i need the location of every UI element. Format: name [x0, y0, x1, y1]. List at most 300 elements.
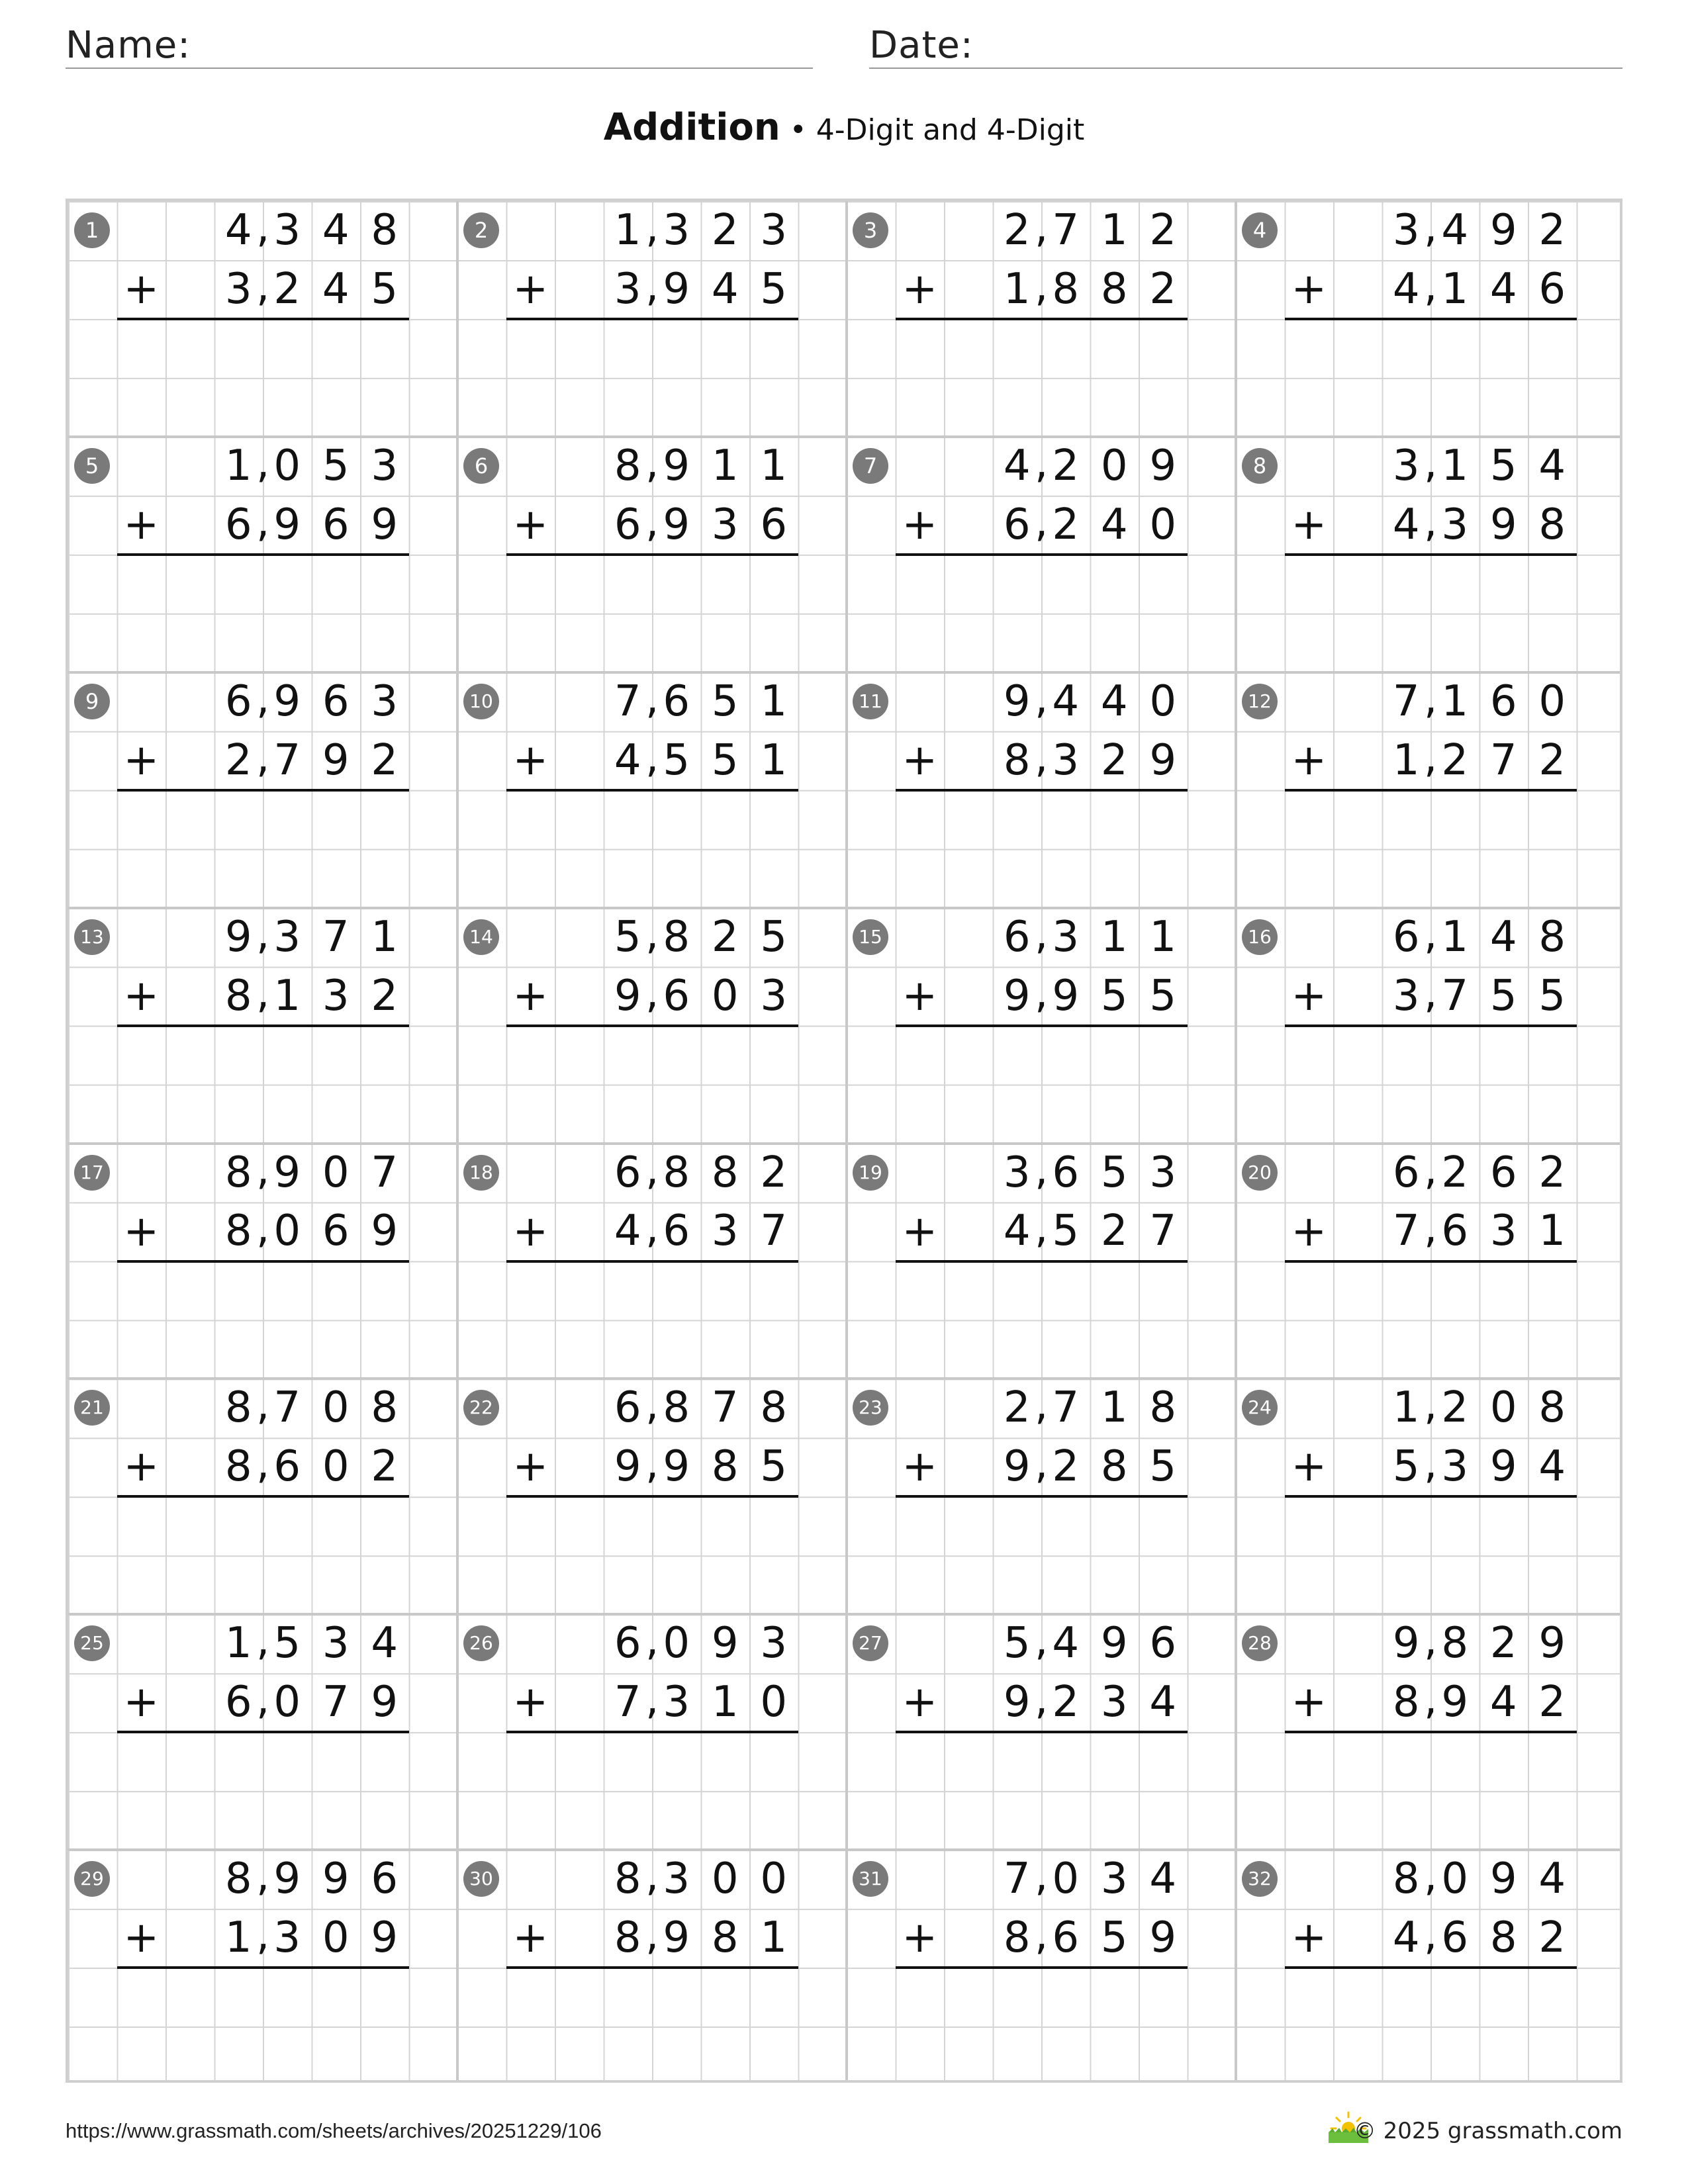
digit: 0	[273, 1678, 301, 1727]
answer-area[interactable]	[1285, 790, 1577, 904]
digit: 6	[1489, 676, 1517, 726]
digit: 2	[1149, 264, 1177, 314]
problem-18	[457, 1144, 847, 1379]
problem-number-badge: 29	[74, 1861, 110, 1897]
digit: 7	[1392, 1206, 1420, 1256]
digit: 9	[663, 1442, 690, 1492]
answer-area[interactable]	[506, 790, 798, 904]
answer-area[interactable]	[117, 1026, 409, 1140]
digit: 9	[1392, 1619, 1420, 1668]
thousands-comma: ,	[645, 1675, 659, 1725]
digit: 9	[322, 735, 350, 785]
digit: 9	[1149, 735, 1177, 785]
digit: 9	[1149, 1913, 1177, 1963]
thousands-comma: ,	[645, 497, 659, 547]
answer-area[interactable]	[896, 790, 1188, 904]
problem-8	[1236, 437, 1625, 672]
plus-sign: +	[512, 500, 549, 549]
problem-number-badge: 4	[1242, 212, 1278, 248]
problem-3	[847, 201, 1236, 437]
answer-area[interactable]	[506, 1732, 798, 1846]
answer-area[interactable]	[117, 1732, 409, 1846]
digit: 6	[273, 1442, 301, 1492]
digit: 2	[224, 735, 252, 785]
problem-2	[457, 201, 847, 437]
problem-28	[1236, 1614, 1625, 1850]
thousands-comma: ,	[256, 203, 270, 252]
digit: 8	[224, 1383, 252, 1433]
answer-area[interactable]	[506, 555, 798, 668]
digit: 8	[711, 1442, 739, 1492]
thousands-comma: ,	[1035, 1911, 1049, 1960]
digit: 1	[224, 441, 252, 490]
thousands-comma: ,	[1035, 733, 1049, 782]
problem-24	[1236, 1379, 1625, 1614]
digit: 3	[711, 500, 739, 549]
digit: 2	[1100, 735, 1128, 785]
problem-number-badge: 32	[1242, 1861, 1278, 1897]
thousands-comma: ,	[256, 497, 270, 547]
problem-4	[1236, 201, 1625, 437]
digit: 3	[224, 264, 252, 314]
digit: 1	[760, 676, 788, 726]
answer-area[interactable]	[117, 1968, 409, 2081]
plus-sign: +	[512, 1913, 549, 1963]
digit: 5	[273, 1619, 301, 1668]
digit: 2	[1052, 1442, 1080, 1492]
problem-25	[68, 1614, 457, 1850]
digit: 3	[1100, 1678, 1128, 1727]
digit: 9	[1003, 1442, 1031, 1492]
problem-20	[1236, 1144, 1625, 1379]
digit: 2	[1100, 1206, 1128, 1256]
problem-29	[68, 1850, 457, 2085]
digit: 8	[663, 912, 690, 962]
answer-area[interactable]	[896, 1261, 1188, 1375]
plus-sign: +	[902, 1913, 938, 1963]
plus-sign: +	[1291, 1442, 1327, 1492]
digit: 4	[1392, 500, 1420, 549]
plus-sign: +	[1291, 500, 1327, 549]
digit: 5	[1538, 971, 1566, 1021]
digit: 3	[1052, 735, 1080, 785]
digit: 9	[1538, 1619, 1566, 1668]
digit: 9	[1489, 206, 1517, 255]
answer-area[interactable]	[117, 790, 409, 904]
digit: 4	[371, 1619, 399, 1668]
problem-number-badge: 11	[853, 684, 888, 719]
digit: 1	[711, 441, 739, 490]
digit: 5	[1489, 971, 1517, 1021]
digit: 9	[663, 441, 690, 490]
problem-number-badge: 28	[1242, 1625, 1278, 1661]
problem-number-badge: 6	[463, 448, 499, 484]
digit: 0	[273, 441, 301, 490]
problem-number-badge: 16	[1242, 919, 1278, 955]
thousands-comma: ,	[1035, 909, 1049, 959]
digit: 8	[371, 206, 399, 255]
digit: 2	[1538, 735, 1566, 785]
digit: 4	[1441, 206, 1469, 255]
problem-23	[847, 1379, 1236, 1614]
digit: 6	[1052, 1913, 1080, 1963]
digit: 0	[322, 1442, 350, 1492]
digit: 2	[1441, 1148, 1469, 1197]
digit: 5	[1003, 1619, 1031, 1668]
problem-number-badge: 24	[1242, 1390, 1278, 1426]
problem-22	[457, 1379, 847, 1614]
digit: 1	[1100, 1383, 1128, 1433]
digit: 8	[711, 1148, 739, 1197]
answer-area[interactable]	[896, 1496, 1188, 1610]
digit: 6	[663, 971, 690, 1021]
digit: 6	[371, 1854, 399, 1904]
problem-number-badge: 23	[853, 1390, 888, 1426]
thousands-comma: ,	[1035, 1381, 1049, 1430]
problem-13	[68, 908, 457, 1144]
digit: 0	[322, 1383, 350, 1433]
thousands-comma: ,	[645, 1145, 659, 1195]
digit: 2	[1489, 1619, 1517, 1668]
digit: 9	[711, 1619, 739, 1668]
digit: 8	[224, 1206, 252, 1256]
plus-sign: +	[512, 1678, 549, 1727]
thousands-comma: ,	[256, 968, 270, 1018]
digit: 1	[1441, 264, 1469, 314]
title-main: Addition	[603, 106, 780, 149]
digit: 1	[1003, 264, 1031, 314]
digit: 5	[760, 1442, 788, 1492]
digit: 2	[1538, 206, 1566, 255]
digit: 8	[614, 441, 641, 490]
digit: 7	[614, 676, 641, 726]
problem-number-badge: 12	[1242, 684, 1278, 719]
digit: 2	[1003, 1383, 1031, 1433]
plus-sign: +	[512, 1442, 549, 1492]
thousands-comma: ,	[645, 1439, 659, 1489]
digit: 8	[224, 971, 252, 1021]
answer-area[interactable]	[1285, 319, 1577, 433]
digit: 8	[371, 1383, 399, 1433]
digit: 0	[711, 971, 739, 1021]
digit: 8	[1441, 1619, 1469, 1668]
problem-11	[847, 672, 1236, 908]
digit: 9	[273, 500, 301, 549]
footer-url: https://www.grassmath.com/sheets/archives/20251229/106	[66, 2119, 602, 2142]
answer-area[interactable]	[896, 1026, 1188, 1140]
answer-area[interactable]	[117, 1496, 409, 1610]
problem-number-badge: 15	[853, 919, 888, 955]
digit: 5	[371, 264, 399, 314]
digit: 7	[1489, 735, 1517, 785]
digit: 1	[1538, 1206, 1566, 1256]
thousands-comma: ,	[1035, 438, 1049, 488]
digit: 5	[1149, 971, 1177, 1021]
thousands-comma: ,	[645, 203, 659, 252]
digit: 8	[1538, 500, 1566, 549]
digit: 0	[711, 1854, 739, 1904]
plus-sign: +	[512, 1206, 549, 1256]
digit: 4	[322, 206, 350, 255]
digit: 7	[711, 1383, 739, 1433]
problem-31	[847, 1850, 1236, 2085]
answer-area[interactable]	[896, 1968, 1188, 2081]
digit: 0	[663, 1619, 690, 1668]
digit: 9	[273, 1854, 301, 1904]
problem-number-badge: 10	[463, 684, 499, 719]
digit: 4	[224, 206, 252, 255]
digit: 4	[1052, 676, 1080, 726]
problem-grid	[66, 199, 1622, 2083]
thousands-comma: ,	[256, 909, 270, 959]
digit: 2	[1441, 1383, 1469, 1433]
digit: 2	[1052, 441, 1080, 490]
digit: 1	[1392, 735, 1420, 785]
digit: 0	[1100, 441, 1128, 490]
digit: 6	[663, 1206, 690, 1256]
digit: 7	[322, 1678, 350, 1727]
digit: 3	[711, 1206, 739, 1256]
digit: 5	[711, 676, 739, 726]
digit: 2	[711, 206, 739, 255]
digit: 1	[760, 735, 788, 785]
problem-number-badge: 3	[853, 212, 888, 248]
digit: 9	[371, 1678, 399, 1727]
answer-area[interactable]	[1285, 1732, 1577, 1846]
name-line[interactable]	[66, 68, 813, 69]
digit: 1	[273, 971, 301, 1021]
problem-number-badge: 17	[74, 1155, 110, 1191]
digit: 9	[322, 1854, 350, 1904]
digit: 3	[371, 676, 399, 726]
problem-15	[847, 908, 1236, 1144]
thousands-comma: ,	[1424, 1616, 1438, 1666]
answer-area[interactable]	[117, 319, 409, 433]
answer-area[interactable]	[117, 1261, 409, 1375]
plus-sign: +	[123, 1206, 160, 1256]
thousands-comma: ,	[1424, 203, 1438, 252]
problem-6	[457, 437, 847, 672]
digit: 9	[1489, 1442, 1517, 1492]
date-line[interactable]	[869, 68, 1622, 69]
digit: 5	[322, 441, 350, 490]
digit: 6	[1441, 1913, 1469, 1963]
thousands-comma: ,	[1035, 1852, 1049, 1901]
digit: 2	[1538, 1913, 1566, 1963]
digit: 1	[1441, 912, 1469, 962]
digit: 2	[711, 912, 739, 962]
digit: 8	[1052, 264, 1080, 314]
digit: 6	[1441, 1206, 1469, 1256]
answer-area[interactable]	[896, 319, 1188, 433]
digit: 7	[322, 912, 350, 962]
digit: 9	[371, 1913, 399, 1963]
problem-number-badge: 1	[74, 212, 110, 248]
digit: 4	[1003, 1206, 1031, 1256]
problem-number-badge: 20	[1242, 1155, 1278, 1191]
answer-area[interactable]	[1285, 1968, 1577, 2081]
digit: 6	[614, 500, 641, 549]
problem-number-badge: 27	[853, 1625, 888, 1661]
digit: 3	[1100, 1854, 1128, 1904]
digit: 0	[322, 1148, 350, 1197]
digit: 2	[1052, 1678, 1080, 1727]
thousands-comma: ,	[1035, 968, 1049, 1018]
digit: 5	[1052, 1206, 1080, 1256]
digit: 3	[1052, 912, 1080, 962]
digit: 8	[614, 1913, 641, 1963]
digit: 8	[1392, 1854, 1420, 1904]
digit: 8	[1100, 1442, 1128, 1492]
digit: 0	[1149, 500, 1177, 549]
problem-number-badge: 2	[463, 212, 499, 248]
name-label: Name:	[66, 24, 191, 67]
answer-area[interactable]	[1285, 1026, 1577, 1140]
digit: 8	[614, 1854, 641, 1904]
digit: 2	[1052, 500, 1080, 549]
digit: 8	[711, 1913, 739, 1963]
digit: 7	[614, 1678, 641, 1727]
date-label: Date:	[869, 24, 974, 67]
digit: 3	[273, 912, 301, 962]
digit: 5	[1149, 1442, 1177, 1492]
thousands-comma: ,	[645, 1616, 659, 1666]
problem-5	[68, 437, 457, 672]
plus-sign: +	[1291, 1206, 1327, 1256]
digit: 5	[760, 912, 788, 962]
answer-area[interactable]	[506, 1968, 798, 2081]
digit: 9	[1489, 1854, 1517, 1904]
digit: 4	[1538, 1854, 1566, 1904]
thousands-comma: ,	[1035, 1204, 1049, 1253]
plus-sign: +	[902, 735, 938, 785]
plus-sign: +	[512, 735, 549, 785]
digit: 1	[224, 1913, 252, 1963]
thousands-comma: ,	[1035, 1675, 1049, 1725]
plus-sign: +	[123, 500, 160, 549]
digit: 4	[1538, 1442, 1566, 1492]
digit: 4	[1052, 1619, 1080, 1668]
thousands-comma: ,	[645, 674, 659, 723]
digit: 5	[711, 735, 739, 785]
digit: 1	[1441, 441, 1469, 490]
thousands-comma: ,	[256, 1675, 270, 1725]
digit: 8	[1003, 1913, 1031, 1963]
thousands-comma: ,	[645, 1204, 659, 1253]
digit: 4	[1489, 264, 1517, 314]
digit: 9	[273, 676, 301, 726]
footer-copyright: © 2025 grassmath.com	[1353, 2118, 1622, 2144]
digit: 5	[760, 264, 788, 314]
digit: 9	[1100, 1619, 1128, 1668]
digit: 4	[1100, 676, 1128, 726]
answer-area[interactable]	[506, 319, 798, 433]
digit: 8	[1489, 1913, 1517, 1963]
digit: 0	[1489, 1383, 1517, 1433]
digit: 4	[322, 264, 350, 314]
digit: 1	[1149, 912, 1177, 962]
thousands-comma: ,	[1424, 1145, 1438, 1195]
digit: 1	[614, 206, 641, 255]
problem-number-badge: 13	[74, 919, 110, 955]
thousands-comma: ,	[1424, 1381, 1438, 1430]
digit: 8	[224, 1148, 252, 1197]
digit: 3	[273, 206, 301, 255]
thousands-comma: ,	[1424, 1852, 1438, 1901]
digit: 0	[1441, 1854, 1469, 1904]
thousands-comma: ,	[1035, 497, 1049, 547]
digit: 5	[614, 912, 641, 962]
digit: 4	[1489, 912, 1517, 962]
plus-sign: +	[902, 971, 938, 1021]
problem-26	[457, 1614, 847, 1850]
problem-number-badge: 25	[74, 1625, 110, 1661]
digit: 3	[1149, 1148, 1177, 1197]
thousands-comma: ,	[645, 909, 659, 959]
digit: 7	[1149, 1206, 1177, 1256]
digit: 5	[1100, 971, 1128, 1021]
plus-sign: +	[123, 735, 160, 785]
digit: 3	[322, 971, 350, 1021]
digit: 1	[1392, 1383, 1420, 1433]
digit: 3	[1441, 500, 1469, 549]
answer-area[interactable]	[1285, 1261, 1577, 1375]
digit: 7	[1003, 1854, 1031, 1904]
problem-7	[847, 437, 1236, 672]
answer-area[interactable]	[117, 555, 409, 668]
digit: 9	[1052, 971, 1080, 1021]
digit: 6	[614, 1383, 641, 1433]
digit: 3	[663, 1678, 690, 1727]
thousands-comma: ,	[1424, 1204, 1438, 1253]
digit: 3	[273, 1913, 301, 1963]
digit: 6	[1392, 912, 1420, 962]
digit: 4	[711, 264, 739, 314]
answer-area[interactable]	[896, 1732, 1188, 1846]
thousands-comma: ,	[1424, 674, 1438, 723]
digit: 1	[224, 1619, 252, 1668]
answer-area[interactable]	[506, 1496, 798, 1610]
plus-sign: +	[902, 1442, 938, 1492]
thousands-comma: ,	[645, 1911, 659, 1960]
digit: 8	[1538, 912, 1566, 962]
digit: 5	[1100, 1913, 1128, 1963]
answer-area[interactable]	[1285, 1496, 1577, 1610]
digit: 3	[1003, 1148, 1031, 1197]
answer-area[interactable]	[506, 1026, 798, 1140]
answer-area[interactable]	[506, 1261, 798, 1375]
problem-number-badge: 31	[853, 1861, 888, 1897]
thousands-comma: ,	[645, 1852, 659, 1901]
plus-sign: +	[902, 500, 938, 549]
plus-sign: +	[902, 265, 938, 314]
problem-number-badge: 9	[74, 684, 110, 719]
answer-area[interactable]	[896, 555, 1188, 668]
thousands-comma: ,	[1424, 261, 1438, 311]
digit: 0	[1052, 1854, 1080, 1904]
digit: 9	[1149, 441, 1177, 490]
digit: 6	[760, 500, 788, 549]
plus-sign: +	[902, 1678, 938, 1727]
answer-area[interactable]	[1285, 555, 1577, 668]
problem-12	[1236, 672, 1625, 908]
thousands-comma: ,	[1424, 968, 1438, 1018]
digit: 1	[711, 1678, 739, 1727]
worksheet-title	[0, 106, 1688, 149]
digit: 5	[1100, 1148, 1128, 1197]
problem-21	[68, 1379, 457, 1614]
digit: 2	[1538, 1678, 1566, 1727]
